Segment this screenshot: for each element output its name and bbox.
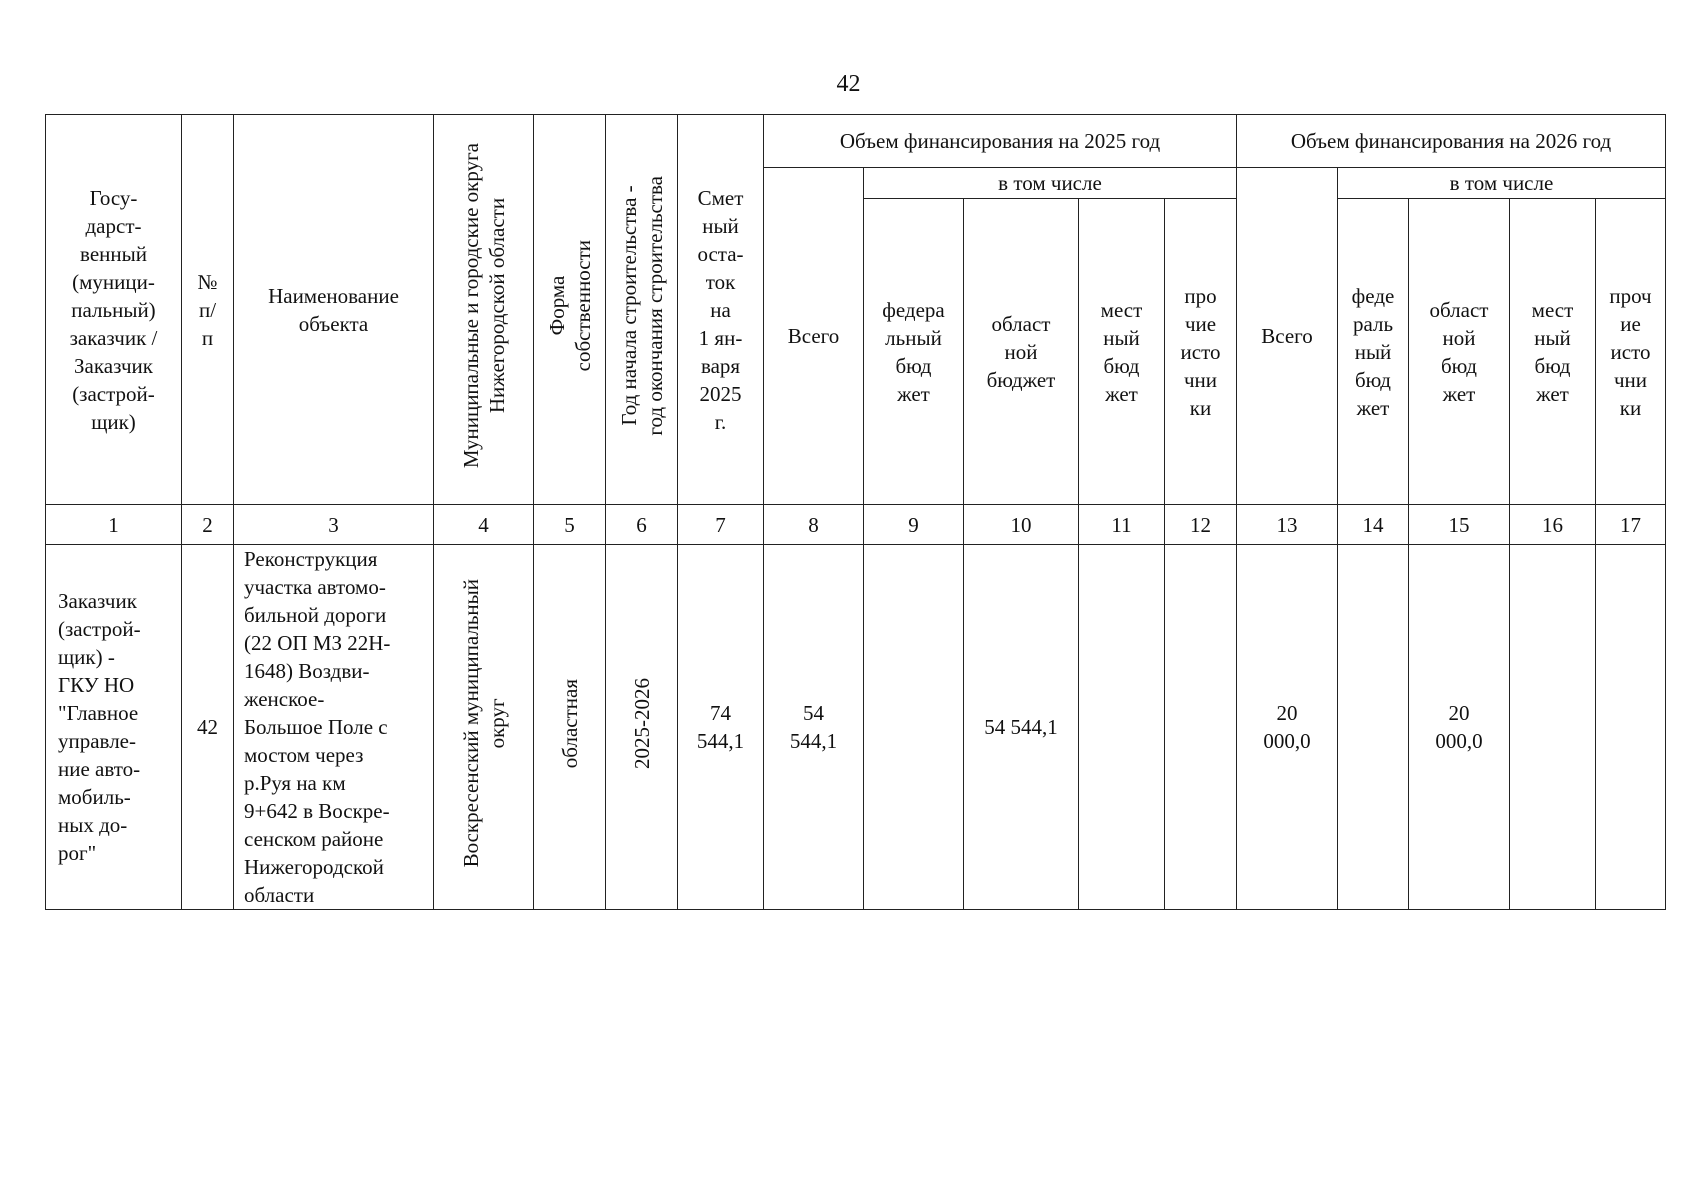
- column-number: 3: [234, 505, 434, 545]
- header-local-2026: мест ный бюд жет: [1510, 199, 1596, 505]
- row-customer: Заказчик (застрой- щик) - ГКУ НО "Главное управле- ние авто- мобиль- ных до- рог": [46, 545, 182, 910]
- column-number: 13: [1237, 505, 1338, 545]
- column-number: 17: [1596, 505, 1666, 545]
- header-regional-2025: област ной бюджет: [964, 199, 1079, 505]
- row-other-2025: [1165, 545, 1237, 910]
- row-total-2026: 20 000,0: [1237, 545, 1338, 910]
- header-funding-2025: Объем финансирования на 2025 год: [764, 115, 1237, 168]
- header-estimate: Смет ный оста- ток на 1 ян- варя 2025 г.: [678, 115, 764, 505]
- column-number: 4: [434, 505, 534, 545]
- column-number-row: [46, 505, 1666, 545]
- header-number: № п/ п: [182, 115, 234, 505]
- row-municipal: [434, 545, 534, 910]
- header-municipal-text: Муниципальные и городские округа Нижегородской области: [458, 143, 509, 469]
- row-regional-2025: 54 544,1: [964, 545, 1079, 910]
- header-total-2025: Всего: [764, 168, 864, 505]
- column-number: 15: [1409, 505, 1510, 545]
- row-federal-2025: [864, 545, 964, 910]
- row-years: [606, 545, 678, 910]
- column-number: 9: [864, 505, 964, 545]
- row-years-text: 2025-2026: [629, 678, 654, 769]
- row-estimate: 74 544,1: [678, 545, 764, 910]
- column-number: 2: [182, 505, 234, 545]
- header-other-2026: проч ие исто чни ки: [1596, 199, 1666, 505]
- header-ownership: [534, 115, 606, 505]
- header-local-2025: мест ный бюд жет: [1079, 199, 1165, 505]
- page-number: 42: [836, 71, 861, 97]
- header-total-2026: Всего: [1237, 168, 1338, 505]
- column-number: 10: [964, 505, 1079, 545]
- header-years-text: Год начала строительства - год окончания строительства: [616, 176, 667, 436]
- column-number: 16: [1510, 505, 1596, 545]
- row-local-2026: [1510, 545, 1596, 910]
- column-number: 1: [46, 505, 182, 545]
- header-including-2026: в том числе: [1338, 168, 1666, 199]
- row-local-2025: [1079, 545, 1165, 910]
- row-regional-2026: 20 000,0: [1409, 545, 1510, 910]
- funding-table: [45, 114, 1666, 910]
- column-number: 12: [1165, 505, 1237, 545]
- header-customer: Госу- дарст- венный (муници- пальный) заказчик / Заказчик (застрой- щик): [46, 115, 182, 505]
- header-row-1: [46, 115, 1666, 168]
- column-number: 11: [1079, 505, 1165, 545]
- header-federal-2026: феде раль ный бюд жет: [1338, 199, 1409, 505]
- row-federal-2026: [1338, 545, 1409, 910]
- column-number: 5: [534, 505, 606, 545]
- table-row: [46, 545, 1666, 910]
- header-municipal: [434, 115, 534, 505]
- column-number: 14: [1338, 505, 1409, 545]
- header-years: [606, 115, 678, 505]
- row-ownership-text: областная: [557, 678, 582, 769]
- column-number: 7: [678, 505, 764, 545]
- header-funding-2026: Объем финансирования на 2026 год: [1237, 115, 1666, 168]
- header-including-2025: в том числе: [864, 168, 1237, 199]
- column-number: 6: [606, 505, 678, 545]
- row-number: 42: [182, 545, 234, 910]
- row-other-2026: [1596, 545, 1666, 910]
- header-regional-2026: област ной бюд жет: [1409, 199, 1510, 505]
- row-ownership: [534, 545, 606, 910]
- row-object-name: Реконструкция участка автомо- бильной дороги (22 ОП МЗ 22Н- 1648) Воздви- женское- Большое Поле с мостом через р.Руя на км 9+642 в Воскре- сенском районе Нижегородской области: [234, 545, 434, 910]
- header-other-2025: про чие исто чни ки: [1165, 199, 1237, 505]
- header-ownership-text: Форма собственности: [544, 240, 595, 372]
- header-object-name: Наименование объекта: [234, 115, 434, 505]
- row-municipal-text: Воскресенский муниципальный округ: [458, 579, 509, 868]
- header-federal-2025: федера льный бюд жет: [864, 199, 964, 505]
- column-number: 8: [764, 505, 864, 545]
- row-total-2025: 54 544,1: [764, 545, 864, 910]
